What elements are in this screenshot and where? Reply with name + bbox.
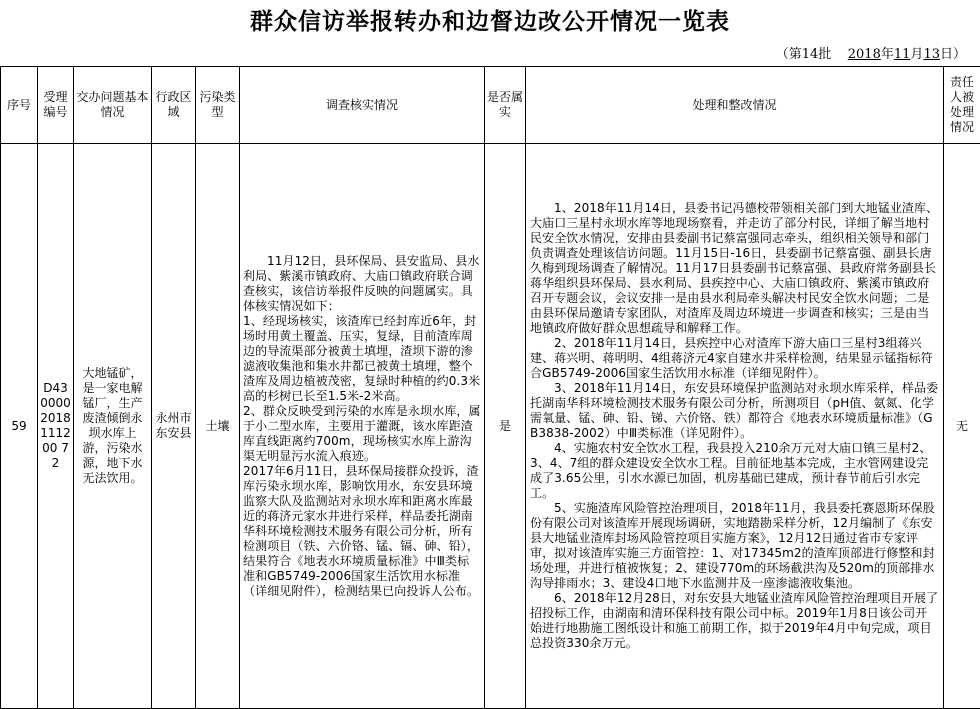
investigation-para-3: 2、群众反映受到污染的水库是永坝水库，属于小二型水库，主要用于灌溉，该水库距渣库直线距离约700m，现场核实水库上游沟渠无明显污水流入痕迹。 — [243, 404, 481, 464]
handling-para-5: 5、实施渣库风险管控治理项目，2018年11月，我县委托赛恩斯环保股份有限公司对该渣库开展现场调研，实地踏勘采样分析，12月编制了《东安县大地锰业渣库封场风险管控项目实施方案》，12月12日通过省市专家评审，拟对该渣库实施三方面管控：1、对17345m2的渣库顶部进行修整和封场处理，并进行植被恢复；2、建设770m的环场截洪沟及520m的顶部排水沟导排雨水；3、建设4口地下水监测井及一座渗滤液收集池。 — [530, 501, 939, 591]
cell-pollution: 土壤 — [196, 144, 240, 709]
header-row — [1, 67, 980, 144]
header-code: 受理编号 — [38, 67, 74, 144]
handling-para-4: 4、实施农村安全饮水工程，我县投入210余万元对大庙口镇三星村2、3、4、7组的群众建设安全饮水工程。目前征地基本完成，主水管网建设完成了3.65公里，引水水源已加固，机房基础已建成，预计春节前后引水完工。 — [530, 441, 939, 501]
batch-day: 13 — [923, 47, 940, 62]
batch-prefix: （第14批 — [776, 47, 832, 62]
page-title: 群众信访举报转办和边督边改公开情况一览表 — [0, 0, 980, 44]
cell-accountability: 无 — [944, 144, 980, 709]
header-investigation: 调查核实情况 — [240, 67, 485, 144]
batch-month-suffix: 月 — [910, 47, 923, 62]
batch-day-suffix: 日） — [940, 47, 966, 62]
batch-year-suffix: 年 — [881, 47, 894, 62]
cell-verified: 是 — [485, 144, 526, 709]
header-handling: 处理和整改情况 — [526, 67, 944, 144]
handling-para-3: 3、2018年11月14日，东安县环境保护监测站对永坝水库采样，样品委托湖南华科环境检测技术服务有限公司分析，所测项目（pH值、氨氮、化学需氧量、锰、砷、铅、锑、六价铬、铁）都符合《地表水环境质量标准》（GB3838-2002）中Ⅲ类标准（详见附件）。 — [530, 381, 939, 441]
header-seq: 序号 — [1, 67, 38, 144]
investigation-para-1: 11月12日，县环保局、县安监局、县水利局、紫溪市镇政府、大庙口镇政府联合调查核实，该信访举报件反映的问题属实。具体核实情况如下： — [243, 254, 481, 314]
cell-region: 永州市东安县 — [152, 144, 196, 709]
table-row — [1, 144, 980, 709]
handling-para-6: 6、2018年12月28日，对东安县大地锰业渣库风险管控治理项目开展了招投标工作，由湖南和清环保科技有限公司中标。2019年1月8日该公司开始进行地勘施工图纸设计和施工前期工作，拟于2019年4月中旬完成，项目总投资330余万元。 — [530, 591, 939, 651]
petition-table — [0, 66, 980, 709]
header-accountability: 责任人被处理情况 — [944, 67, 980, 144]
cell-handling — [526, 144, 944, 709]
cell-investigation — [240, 144, 485, 709]
investigation-para-2: 1、经现场核实，该渣库已经封库近6年，封场时用黄土覆盖、压实，复绿，目前渣库周边的导流渠部分被黄土填埋，渣坝下游的渗滤液收集池和集水井都已被黄土填埋，整个渣库及周边植被茂密，复绿时种植的约0.3米高的杉树已长至1.5米-2米高。 — [243, 314, 481, 404]
cell-seq: 59 — [1, 144, 38, 709]
cell-issue: 大地锰矿，是一家电解锰厂，生产废渣倾倒永坝水库上游，污染水源，地下水无法饮用。 — [74, 144, 152, 709]
header-region: 行政区域 — [152, 67, 196, 144]
investigation-para-4: 2017年6月11日，县环保局接群众投诉，渣库污染永坝水库，影响饮用水，东安县环境监察大队及监测站对永坝水库和距离水库最近的蒋济元家水井进行采样，样品委托湖南华科环境检测技术服务有限公司分析，所有检测项目（铁、六价铬、锰、镉、砷、铅），结果符合《地表水环境质量标准》中Ⅲ类标准和GB5749-2006国家生活饮用水标准（详细见附件），检测结果已向投诉人公布。 — [243, 464, 481, 599]
handling-para-2: 2、2018年11月14日，县疾控中心对渣库下游大庙口三星村3组蒋兴建、蒋兴明、蒋明明、4组蒋济元4家自建水井采样检测，结果显示锰指标符合GB5749-2006国家生活饮用水标准（详细见附件）。 — [530, 336, 939, 381]
batch-year: 2018 — [848, 47, 881, 62]
header-verified: 是否属实 — [485, 67, 526, 144]
batch-month: 11 — [894, 47, 911, 62]
batch-info — [776, 47, 966, 63]
cell-code: D4300002018111200 72 — [38, 144, 74, 709]
header-issue: 交办问题基本情况 — [74, 67, 152, 144]
handling-para-1: 1、2018年11月14日，县委书记冯德校带领相关部门到大地锰业渣库、大庙口三星村永坝水库等地现场察看，并走访了部分村民，详细了解当地村民安全饮水情况，安排由县委副书记蔡富强同志牵头，组织相关领导和部门负责调查处理该信访问题。11月15日-16日，县委副书记蔡富强、副县长唐久梅到现场调查了解情况。11月17日县委副书记蔡富强、县政府常务副县长蒋华组织县环保局、县水利局、县疾控中心、大庙口镇政府、紫溪市镇政府召开专题会议，会议安排一是由县水利局牵头解决村民安全饮水问题；二是由县环保局邀请专家团队，对渣库及周边环境进一步调查和核实；三是由当地镇政府做好群众思想疏导和解释工作。 — [530, 201, 939, 336]
header-pollution: 污染类型 — [196, 67, 240, 144]
